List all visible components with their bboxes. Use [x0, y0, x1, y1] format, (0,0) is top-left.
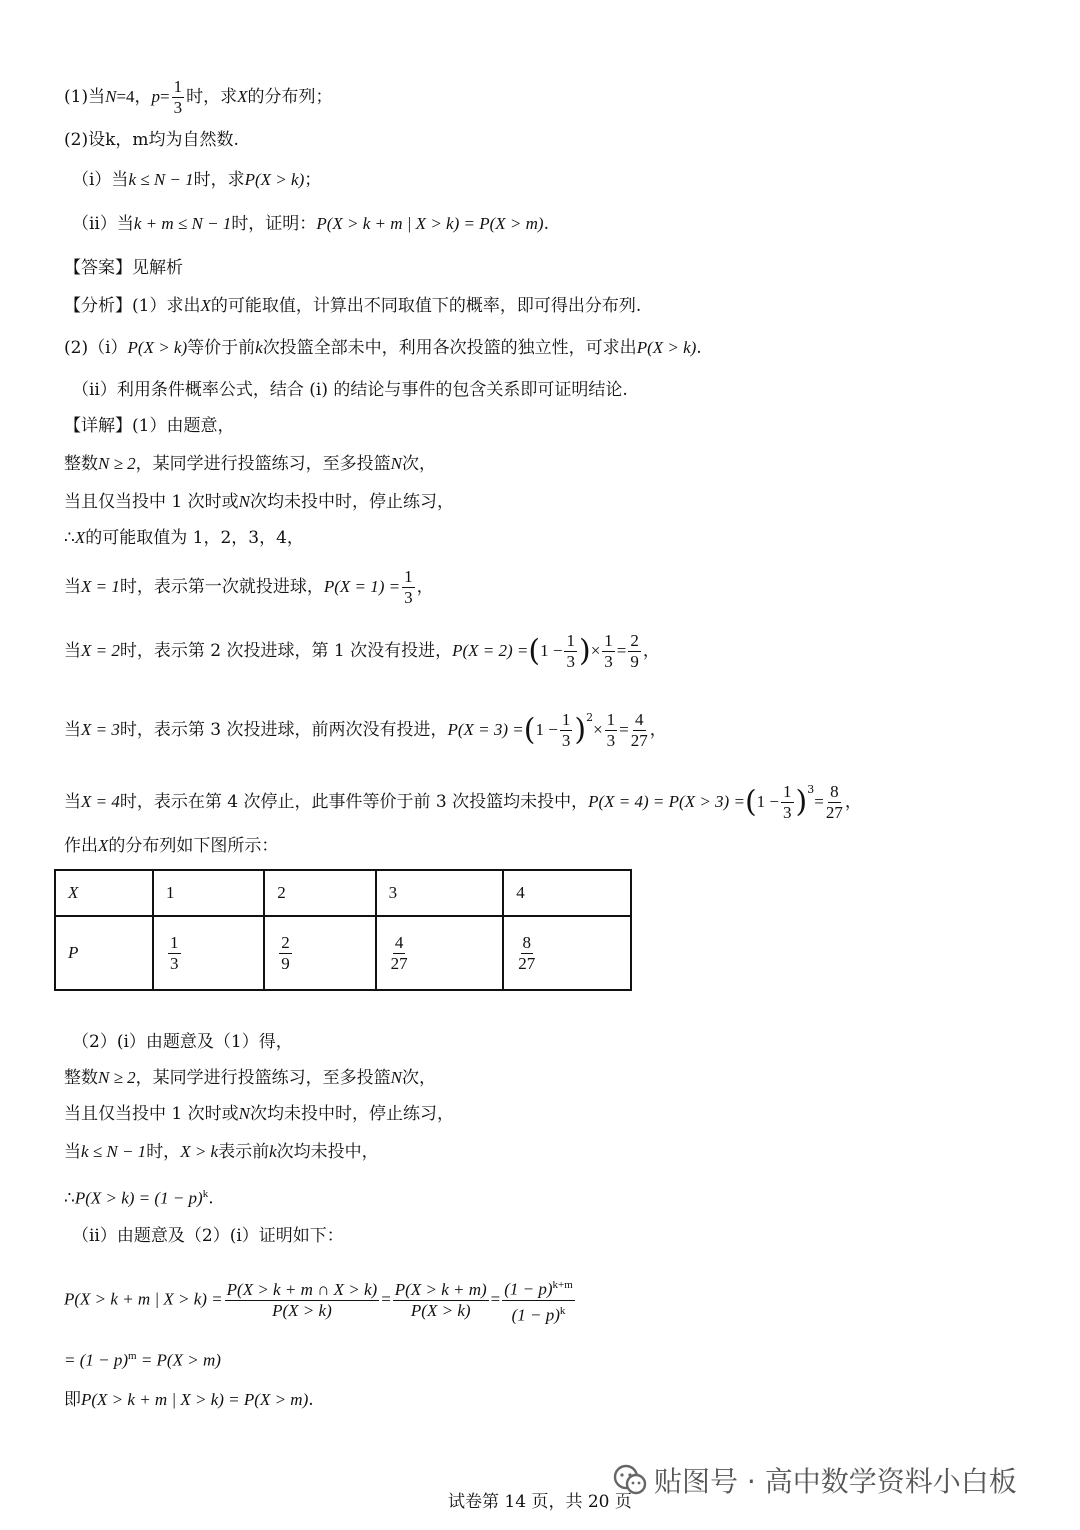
table-row-label: P: [55, 916, 153, 990]
table-cell: $\frac{1}{3}$: [153, 916, 264, 990]
analysis-line: 【分析】(1）求出X的可能取值，计算出不同取值下的概率，即可得出分布列.: [64, 296, 642, 316]
detail-line-3: ∴X的可能取值为 1，2，3，4，: [64, 528, 304, 548]
table-header-cell: 4: [503, 870, 631, 916]
table-header-cell: 2: [264, 870, 375, 916]
watermark: [612, 1460, 1017, 1500]
part2-line-4: 当k ≤ N − 1时，X > k表示前k次均未投中，: [64, 1142, 379, 1162]
table-cell: $\frac{2}{9}$: [264, 916, 375, 990]
wechat-logo-icon: [612, 1462, 648, 1498]
part2-line-6: （ii）由题意及（2）(i）证明如下：: [72, 1226, 344, 1246]
case-x2: 当X = 2时，表示第 2 次投进球，第 1 次没有投进，P(X = 2) =(1 − $\frac{1}{3}$ )× $\frac{1}{3}$ = $\frac{2}{9}$ ，: [64, 631, 660, 671]
question-2: (2)设k，m均为自然数.: [64, 130, 239, 150]
watermark-text: 贴图号 · 高中数学资料小白板: [654, 1465, 1017, 1498]
table-header-cell: X: [55, 870, 153, 916]
table-header-cell: 3: [376, 870, 504, 916]
table-row: [55, 870, 631, 916]
table-row: [55, 916, 631, 990]
table-intro: 作出X的分布列如下图所示：: [64, 836, 279, 856]
detail-line-1: 整数N ≥ 2，某同学进行投篮练习，至多投篮N次，: [64, 454, 437, 474]
part2-line-5: ∴P(X > $k) = (1 - p)^k$.: [64, 1188, 214, 1209]
table-cell: $\frac{8}{27}$: [503, 916, 631, 990]
part2-line-3: 当且仅当投中 1 次时或N次均未投中时，停止练习，: [64, 1104, 454, 1124]
question-2-i: （i）当k ≤ N − 1时，求P(X > k)；: [72, 170, 322, 190]
case-x1: 当X = 1时，表示第一次就投进球，P(X = 1) = $\frac{1}{3}$ ，: [64, 567, 434, 607]
question-2-ii: （ii）当k + m ≤ N − 1时，证明：P(X > k + m | X > k) = P(X > m).: [72, 214, 549, 234]
distribution-table: [54, 869, 632, 991]
question-1: (1)当N=4，p= $\frac{1}{3}$ 时，求X的分布列；: [64, 77, 333, 117]
case-x3: 当X = 3时，表示第 3 次投进球，前两次没有投进，P(X = 3) =(1 − $\frac{1}{3}$ )$^2$× $\frac{1}{3}$ = $\frac{4}{27}$ ，: [64, 710, 667, 750]
analysis-line-3: （ii）利用条件概率公式，结合 (i) 的结论与事件的包含关系即可证明结论.: [72, 380, 628, 400]
analysis-line-2: (2)（i）P(X > k)等价于前k次投篮全部未中，利用各次投篮的独立性，可求出P(X > k).: [64, 338, 702, 358]
detail-line: 【详解】(1）由题意，: [64, 416, 235, 436]
detail-line-2: 当且仅当投中 1 次时或N次均未投中时，停止练习，: [64, 492, 454, 512]
case-x4: 当X = 4时，表示在第 4 次停止，此事件等价于前 3 次投篮均未投中，P(X = 4) = P(X > 3) =(1 − $\frac{1}{3}$ )$^3$= $\frac{8}{27}$ ，: [64, 782, 862, 822]
part2-line-1: （2）(i）由题意及（1）得，: [72, 1032, 293, 1052]
table-header-cell: 1: [153, 870, 264, 916]
table-cell: $\frac{4}{27}$: [376, 916, 504, 990]
answer-line: 【答案】见解析: [64, 258, 183, 278]
fraction-one-third: $\frac{1}{3}$: [173, 77, 183, 117]
proof-line: P(X > k + m | X > k) = $\frac{P(X > k + m \cap X > k)}{P(X > k)}$ = $\frac{P(X > k + m)}{P(X > k)}$ = $\frac{(1 - p)^{k+m}}{(1 - p)^k}$: [64, 1276, 577, 1324]
page-footer: 试卷第 14 页，共 20 页: [448, 1492, 632, 1512]
proof-conclusion: 即P(X > k + m | X > k) = P(X > m).: [64, 1390, 314, 1410]
part2-line-2: 整数N ≥ 2，某同学进行投篮练习，至多投篮N次，: [64, 1068, 437, 1088]
proof-line-2: = $(1 - p)^m = P(X > m)$: [64, 1350, 221, 1370]
